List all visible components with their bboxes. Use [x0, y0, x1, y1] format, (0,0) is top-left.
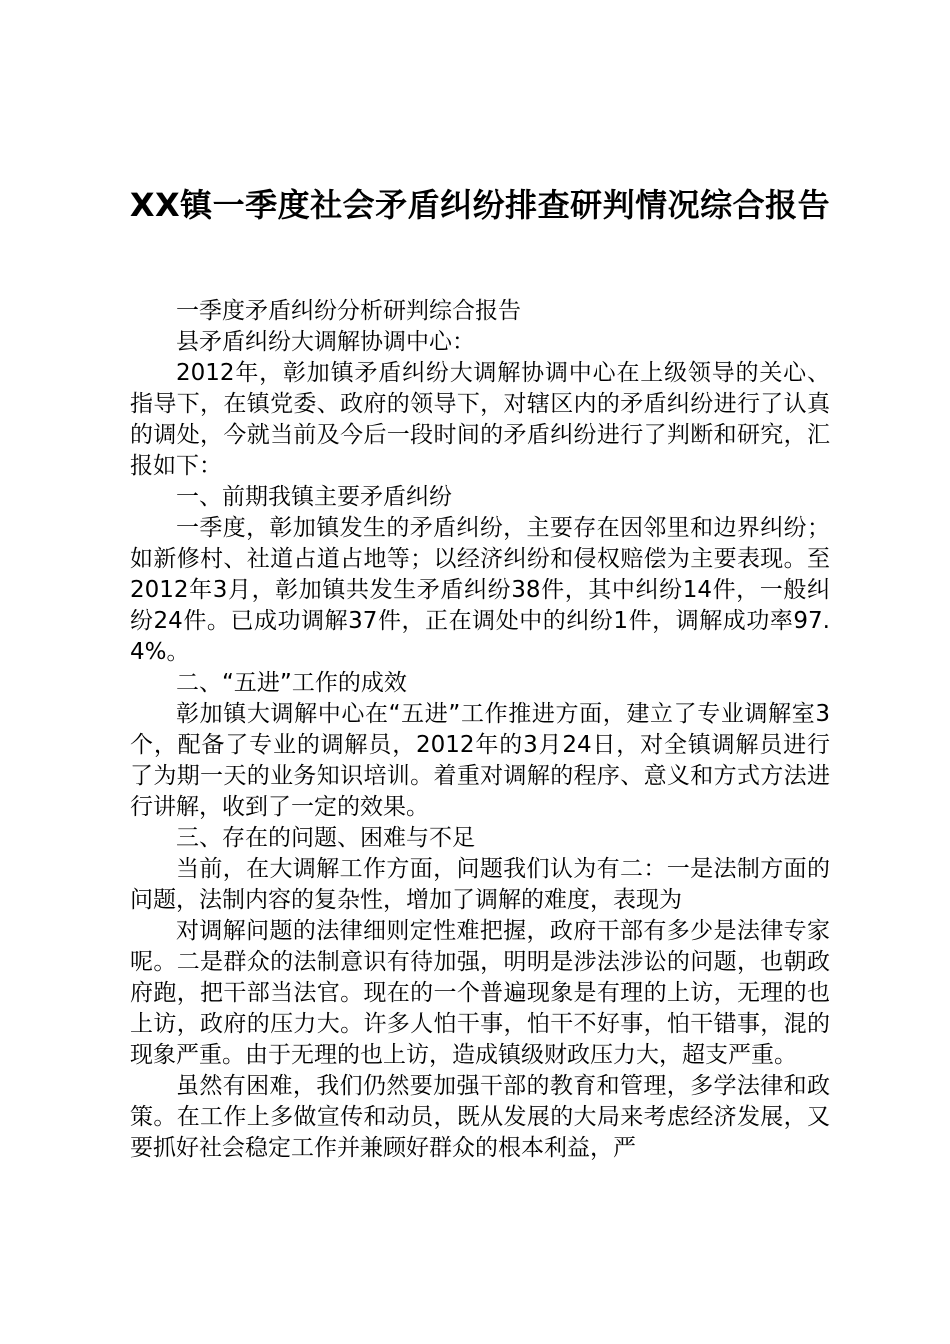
paragraph-section-2: 彰加镇大调解中心在“五进”工作推进方面，建立了专业调解室3个，配备了专业的调解员，2012年的3月24日，对全镇调解员进行了为期一天的业务知识培训。着重对调解的程序、意义和方式方法进行讲解，收到了一定的效果。 [130, 701, 830, 820]
paragraph-section-3b: 对调解问题的法律细则定性难把握，政府干部有多少是法律专家呢。二是群众的法制意识有待加强，明明是涉法涉讼的问题，也朝政府跑，把干部当法官。现在的一个普遍现象是有理的上访，无理的也上访，政府的压力大。许多人怕干事，怕干不好事，怕干错事，混的现象严重。由于无理的也上访，造成镇级财政压力大，超支严重。 [130, 918, 830, 1068]
paragraph-section-3a: 当前，在大调解工作方面，问题我们认为有二：一是法制方面的问题，法制内容的复杂性，增加了调解的难度，表现为 [130, 856, 830, 913]
paragraph-intro: 2012年，彰加镇矛盾纠纷大调解协调中心在上级领导的关心、指导下，在镇党委、政府的领导下，对辖区内的矛盾纠纷进行了认真的调处，今就当前及今后一段时间的矛盾纠纷进行了判断和研究，汇报如下： [130, 360, 830, 479]
paragraph-section-1: 一季度，彰加镇发生的矛盾纠纷，主要存在因邻里和边界纠纷；如新修村、社道占道占地等；以经济纠纷和侵权赔偿为主要表现。至2012年3月，彰加镇共发生矛盾纠纷38件，其中纠纷14件，一般纠纷24件。已成功调解37件，正在调处中的纠纷1件，调解成功率97.4%。 [130, 515, 830, 665]
document-title: XX镇一季度社会矛盾纠纷排查研判情况综合报告 [129, 186, 831, 224]
document-body [130, 296, 830, 1164]
section-heading-2: 二、“五进”工作的成效 [176, 670, 407, 696]
paragraph-subtitle: 一季度矛盾纠纷分析研判综合报告 [176, 298, 521, 324]
section-heading-3: 三、存在的问题、困难与不足 [176, 825, 475, 851]
paragraph-section-3c: 虽然有困难，我们仍然要加强干部的教育和管理，多学法律和政策。在工作上多做宣传和动员，既从发展的大局来考虑经济发展，又要抓好社会稳定工作并兼顾好群众的根本利益，严 [130, 1073, 830, 1161]
section-heading-1: 一、前期我镇主要矛盾纠纷 [176, 484, 452, 510]
paragraph-addressee: 县矛盾纠纷大调解协调中心： [176, 329, 475, 355]
